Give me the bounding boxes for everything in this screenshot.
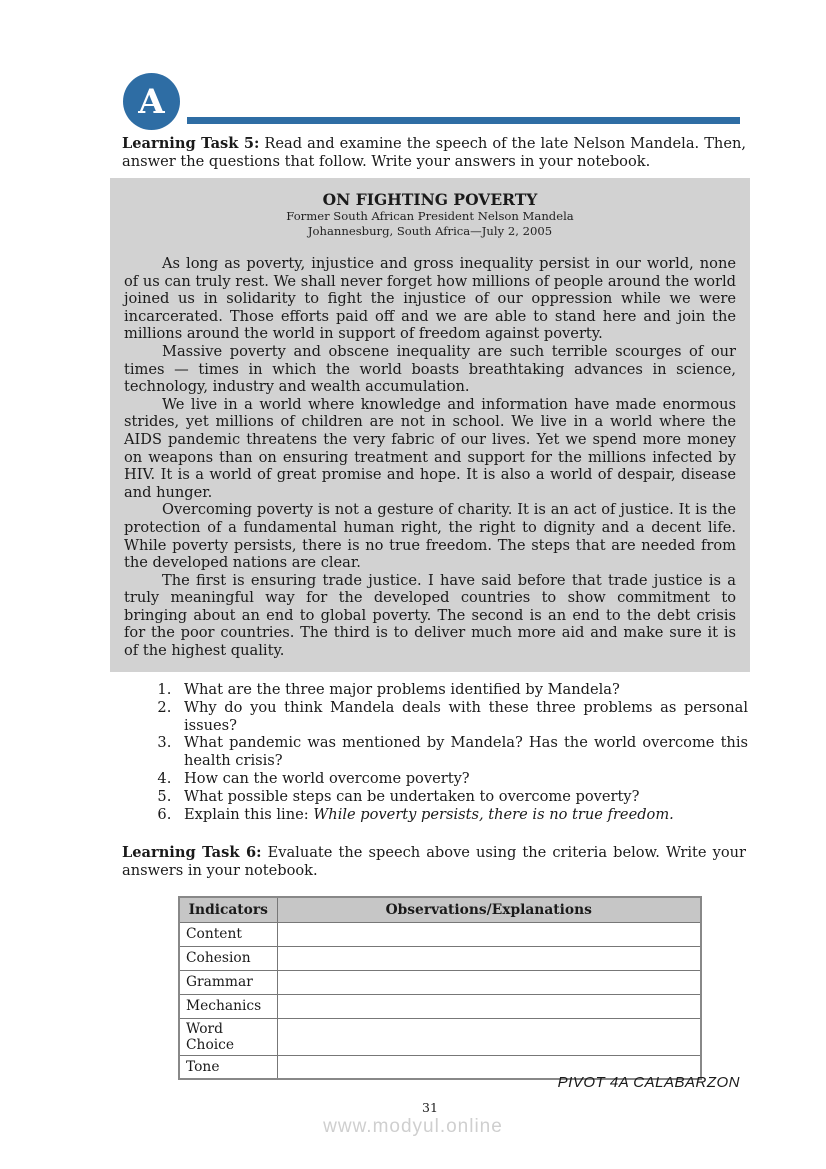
- learning-task-6-label: Learning Task 6:: [122, 844, 262, 861]
- learning-task-5-label: Learning Task 5:: [122, 135, 260, 152]
- table-row: [179, 970, 701, 994]
- table-row: [179, 994, 701, 1018]
- observation-cell-grammar: [277, 970, 701, 994]
- section-badge-a: [123, 73, 180, 130]
- indicator-cohesion: Cohesion: [179, 946, 277, 970]
- observation-cell-content: [277, 922, 701, 946]
- speech-box: [110, 178, 750, 672]
- table-row: [179, 1018, 701, 1055]
- evaluation-table: [178, 896, 702, 1080]
- observation-cell-word-choice: [277, 1018, 701, 1055]
- table-header-row: [179, 897, 701, 922]
- speech-byline: Former South African President Nelson Mandela: [286, 209, 574, 223]
- comprehension-questions: [148, 681, 748, 823]
- questions-list: [148, 681, 748, 823]
- speech-title: ON FIGHTING POVERTY: [322, 190, 538, 209]
- learning-task-5-intro: [122, 135, 746, 171]
- indicator-tone: Tone: [179, 1055, 277, 1079]
- learning-task-5-text: Read and examine the speech of the late Nelson Mandela. Then, answer the questions that follow. Write your answers in your notebook.: [122, 135, 747, 170]
- question-5-text: What possible steps can be undertaken to overcome poverty?: [184, 787, 640, 805]
- question-3: [176, 734, 748, 770]
- indicator-grammar: Grammar: [179, 970, 277, 994]
- indicator-mechanics: Mechanics: [179, 994, 277, 1018]
- question-1-text: What are the three major problems identified by Mandela?: [184, 681, 620, 698]
- speech-paragraph-1: As long as poverty, injustice and gross inequality persist in our world, none of us can truly rest. We shall never forget how millions of people around the world joined us in solidarity to fight the injustice of our oppression while we were incarcerated. Those efforts paid off and we are able to stand here and join the millions around the world in support of freedom against poverty.: [124, 255, 736, 343]
- indicator-content: Content: [179, 922, 277, 946]
- header-observations: Observations/Explanations: [277, 897, 701, 922]
- page-number: 31: [422, 1100, 438, 1115]
- learning-task-6-intro: [122, 844, 746, 880]
- question-2: [176, 699, 748, 735]
- header-accent-rule: [187, 117, 740, 124]
- indicator-word-choice: Word Choice: [179, 1018, 277, 1055]
- question-2-text: Why do you think Mandela deals with these three problems as personal issues?: [184, 698, 748, 734]
- speech-dateline: Johannesburg, South Africa—July 2, 2005: [307, 223, 553, 238]
- question-6: [176, 806, 748, 824]
- speech-paragraph-2: Massive poverty and obscene inequality are such terrible scourges of our times — times in which the world boasts breathtaking advances in science, technology, industry and wealth accumulation.: [124, 342, 736, 396]
- speech-paragraph-5: The first is ensuring trade justice. I have said before that trade justice is a truly meaningful way for the developed countries to show commitment to bringing about an end to global poverty. The second is an end to the debt crisis for the poor countries. The third is to deliver much more aid and make sure it is of the highest quality.: [124, 571, 736, 660]
- table-row: [179, 946, 701, 970]
- observation-cell-mechanics: [277, 994, 701, 1018]
- speech-body: [124, 255, 736, 660]
- question-4: [176, 770, 748, 788]
- badge-letter: A: [138, 81, 165, 122]
- question-3-text: What pandemic was mentioned by Mandela? Has the world overcome this health crisis?: [184, 734, 748, 770]
- question-5: [176, 788, 748, 806]
- observation-cell-cohesion: [277, 946, 701, 970]
- question-6-prefix: Explain this line:: [184, 805, 314, 823]
- header-indicators: Indicators: [179, 897, 277, 922]
- site-watermark: www.modyul.online: [323, 1116, 503, 1137]
- speech-paragraph-4: Overcoming poverty is not a gesture of charity. It is an act of justice. It is the protection of a fundamental human right, the right to dignity and a decent life. While poverty persists, there is no true freedom. The steps that are needed from the developed nations are clear.: [124, 501, 736, 572]
- question-1: [176, 681, 748, 699]
- question-4-text: How can the world overcome poverty?: [184, 769, 470, 787]
- question-6-quote: While poverty persists, there is no true freedom.: [313, 805, 674, 823]
- learning-task-6-text: Evaluate the speech above using the criteria below. Write your answers in your notebook.: [122, 844, 746, 879]
- speech-paragraph-3: We live in a world where knowledge and information have made enormous strides, yet millions of children are not in school. We live in a world where the AIDS pandemic threatens the very fabric of our lives. Yet we spend more money on weapons than on ensuring treatment and support for the millions infected by HIV. It is a world of great promise and hope. It is also a world of despair, disease and hunger.: [124, 395, 736, 501]
- footer-brand: PIVOT 4A CALABARZON: [557, 1074, 740, 1091]
- table-row: [179, 922, 701, 946]
